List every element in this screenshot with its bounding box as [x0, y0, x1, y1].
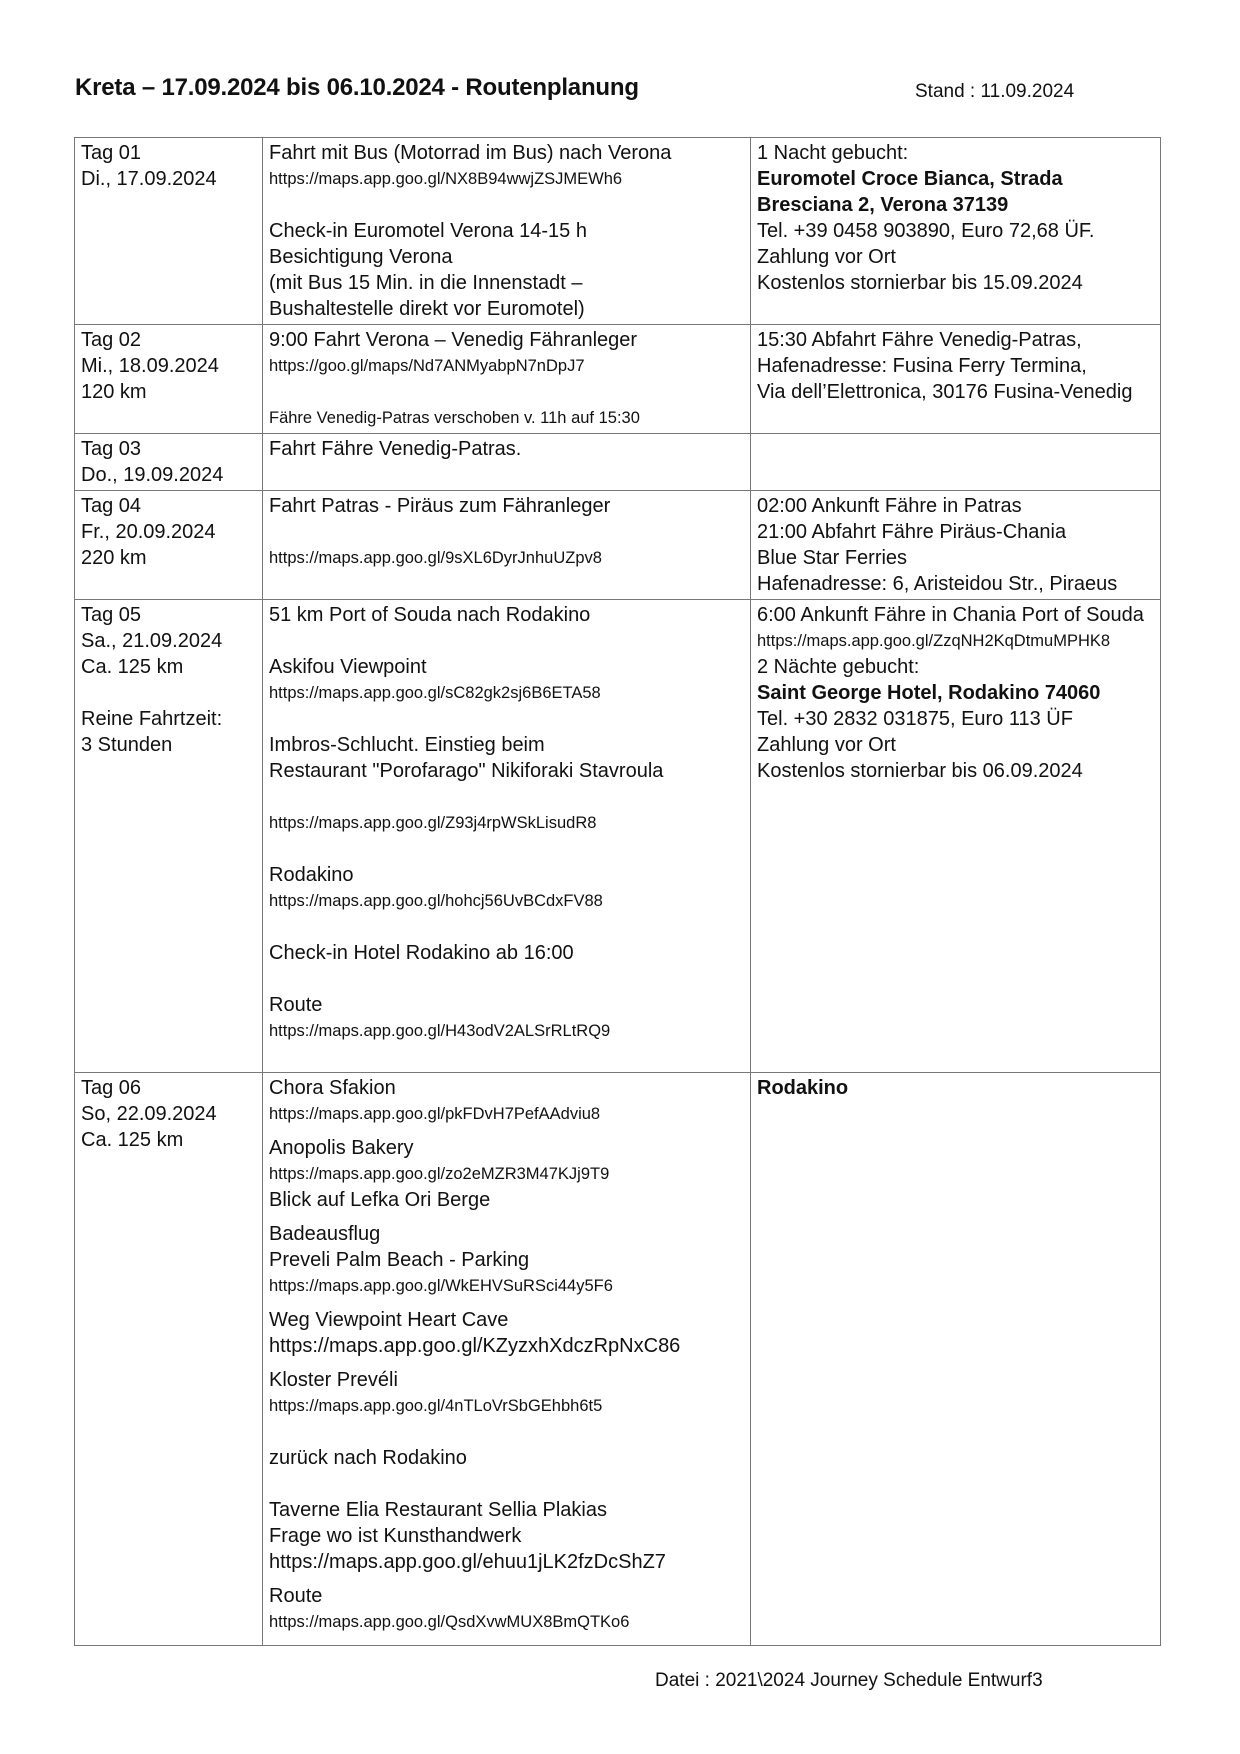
plan-line: Weg Viewpoint Heart Cave — [269, 1309, 509, 1331]
day-info-line: Mi., 18.09.2024 — [81, 355, 219, 377]
plan-line: (mit Bus 15 Min. in die Innenstadt – — [269, 272, 583, 294]
spacer — [269, 379, 744, 405]
info-line: Euromotel Croce Bianca, Strada — [757, 168, 1063, 190]
spacer — [269, 836, 744, 862]
plan-line: Check-in Hotel Rodakino ab 16:00 — [269, 942, 574, 964]
plan-line: Bushaltestelle direkt vor Euromotel) — [269, 298, 585, 320]
map-link[interactable]: https://maps.app.goo.gl/ehuu1jLK2fzDcShZ7 — [269, 1551, 666, 1573]
plan-line: Fähre Venedig-Patras verschoben v. 11h auf 15:30 — [269, 409, 640, 427]
spacer — [269, 519, 744, 545]
spacer — [269, 1213, 744, 1221]
map-link[interactable]: https://maps.app.goo.gl/sC82gk2sj6B6ETA58 — [269, 684, 601, 702]
spacer — [269, 628, 744, 654]
info-line: Blue Star Ferries — [757, 547, 908, 569]
day-info-line: So, 22.09.2024 — [81, 1103, 217, 1125]
map-link[interactable]: https://maps.app.goo.gl/zo2eMZR3M47KJj9T9 — [269, 1165, 610, 1183]
day-info-line: Tag 05 — [81, 604, 142, 626]
map-link[interactable]: https://maps.app.goo.gl/4nTLoVrSbGEhbh6t5 — [269, 1397, 603, 1415]
plan-line: Imbros-Schlucht. Einstieg beim — [269, 734, 545, 756]
map-link[interactable]: https://maps.app.goo.gl/Z93j4rpWSkLisudR8 — [269, 814, 597, 832]
day-info-line: 3 Stunden — [81, 734, 173, 756]
day-info-line: Do., 19.09.2024 — [81, 464, 224, 486]
info-line: Bresciana 2, Verona 37139 — [757, 194, 1009, 216]
day-cell — [75, 434, 263, 491]
day-info-line: Fr., 20.09.2024 — [81, 521, 216, 543]
plan-cell — [263, 325, 751, 434]
day-info-line: 220 km — [81, 547, 147, 569]
plan-line: Blick auf Lefka Ori Berge — [269, 1189, 491, 1211]
spacer — [269, 1359, 744, 1367]
schedule-row-tag-05 — [75, 600, 1161, 1073]
spacer — [269, 1471, 744, 1497]
info-line: 6:00 Ankunft Fähre in Chania Port of Souda — [757, 604, 1144, 626]
plan-line: Chora Sfakion — [269, 1077, 396, 1099]
plan-line: 9:00 Fahrt Verona – Venedig Fähranleger — [269, 329, 638, 351]
info-line: 2 Nächte gebucht: — [757, 656, 920, 678]
plan-cell — [263, 491, 751, 600]
spacer — [269, 1575, 744, 1583]
info-line: Rodakino — [757, 1077, 849, 1099]
day-info-line — [81, 680, 256, 706]
plan-line: Taverne Elia Restaurant Sellia Plakias — [269, 1499, 607, 1521]
map-link[interactable]: https://maps.app.goo.gl/pkFDvH7PefAAdviu8 — [269, 1105, 601, 1123]
info-line: 02:00 Ankunft Fähre in Patras — [757, 495, 1022, 517]
info-line: Via dell’Elettronica, 30176 Fusina-Venedig — [757, 381, 1133, 403]
spacer — [269, 1044, 744, 1070]
map-link[interactable]: https://maps.app.goo.gl/ZzqNH2KqDtmuMPHK8 — [757, 632, 1111, 650]
plan-line: Kloster Prevéli — [269, 1369, 398, 1391]
revision-date: Stand : 11.09.2024 — [915, 81, 1075, 102]
schedule-row-tag-01 — [75, 138, 1161, 325]
booking-info-cell — [751, 434, 1161, 491]
plan-line: Askifou Viewpoint — [269, 656, 427, 678]
map-link[interactable]: https://maps.app.goo.gl/9sXL6DyrJnhuUZpv8 — [269, 549, 602, 567]
schedule-row-tag-04 — [75, 491, 1161, 600]
schedule-row-tag-02 — [75, 325, 1161, 434]
day-info-line: Tag 02 — [81, 329, 142, 351]
day-info-line: Di., 17.09.2024 — [81, 168, 217, 190]
day-info-line: Tag 03 — [81, 438, 142, 460]
spacer — [269, 966, 744, 992]
booking-info-cell — [751, 491, 1161, 600]
day-info-line: 120 km — [81, 381, 147, 403]
plan-line: Fahrt mit Bus (Motorrad im Bus) nach Verona — [269, 142, 672, 164]
info-line: Zahlung vor Ort — [757, 246, 896, 268]
spacer — [269, 1635, 744, 1643]
info-line: Kostenlos stornierbar bis 06.09.2024 — [757, 760, 1083, 782]
info-line: Kostenlos stornierbar bis 15.09.2024 — [757, 272, 1083, 294]
day-info-line: Tag 01 — [81, 142, 142, 164]
day-cell — [75, 1073, 263, 1646]
plan-line: Frage wo ist Kunsthandwerk — [269, 1525, 522, 1547]
schedule-row-tag-06 — [75, 1073, 1161, 1646]
day-cell — [75, 491, 263, 600]
document-title: Kreta – 17.09.2024 bis 06.10.2024 - Routenplanung — [75, 74, 639, 101]
booking-info-cell — [751, 325, 1161, 434]
plan-line: Restaurant "Porofarago" Nikiforaki Stavroula — [269, 760, 664, 782]
map-link[interactable]: https://maps.app.goo.gl/H43odV2ALSrRLtRQ9 — [269, 1022, 611, 1040]
info-line: 21:00 Abfahrt Fähre Piräus-Chania — [757, 521, 1067, 543]
map-link[interactable]: https://goo.gl/maps/Nd7ANMyabpN7nDpJ7 — [269, 357, 585, 375]
info-line: 15:30 Abfahrt Fähre Venedig-Patras, — [757, 329, 1082, 351]
plan-line: zurück nach Rodakino — [269, 1447, 467, 1469]
day-info-line: Sa., 21.09.2024 — [81, 630, 223, 652]
day-cell — [75, 600, 263, 1073]
plan-line: Badeausflug — [269, 1223, 381, 1245]
schedule-row-tag-03 — [75, 434, 1161, 491]
plan-line: Preveli Palm Beach - Parking — [269, 1249, 530, 1271]
spacer — [269, 1299, 744, 1307]
plan-line: Route — [269, 994, 323, 1016]
spacer — [269, 192, 744, 218]
day-info-line: Tag 04 — [81, 495, 142, 517]
plan-line: Besichtigung Verona — [269, 246, 453, 268]
info-line: 1 Nacht gebucht: — [757, 142, 909, 164]
day-cell — [75, 325, 263, 434]
info-line: Hafenadresse: 6, Aristeidou Str., Piraeus — [757, 573, 1118, 595]
map-link[interactable]: https://maps.app.goo.gl/QsdXvwMUX8BmQTKo6 — [269, 1613, 630, 1631]
plan-line: Rodakino — [269, 864, 354, 886]
map-link[interactable]: https://maps.app.goo.gl/KZyzxhXdczRpNxC86 — [269, 1335, 681, 1357]
route-schedule-table — [74, 137, 1161, 1646]
plan-cell — [263, 138, 751, 325]
info-line: Saint George Hotel, Rodakino 74060 — [757, 682, 1101, 704]
plan-line: 51 km Port of Souda nach Rodakino — [269, 604, 591, 626]
spacer — [269, 1127, 744, 1135]
plan-line: Anopolis Bakery — [269, 1137, 414, 1159]
spacer — [269, 784, 744, 810]
spacer — [269, 706, 744, 732]
spacer — [269, 1419, 744, 1445]
plan-line: Route — [269, 1585, 323, 1607]
booking-info-cell — [751, 1073, 1161, 1646]
file-path-footer: Datei : 2021\2024 Journey Schedule Entwurf3 — [655, 1670, 1043, 1691]
plan-cell — [263, 600, 751, 1073]
plan-cell — [263, 1073, 751, 1646]
plan-line: Fahrt Patras - Piräus zum Fähranleger — [269, 495, 611, 517]
schedule-body — [75, 138, 1161, 1646]
spacer — [269, 914, 744, 940]
day-cell — [75, 138, 263, 325]
plan-line: Fahrt Fähre Venedig-Patras. — [269, 438, 522, 460]
map-link[interactable]: https://maps.app.goo.gl/hohcj56UvBCdxFV88 — [269, 892, 603, 910]
plan-cell — [263, 434, 751, 491]
day-info-line: Tag 06 — [81, 1077, 142, 1099]
info-line: Tel. +30 2832 031875, Euro 113 ÜF — [757, 708, 1073, 730]
info-line: Tel. +39 0458 903890, Euro 72,68 ÜF. — [757, 220, 1095, 242]
day-info-line: Ca. 125 km — [81, 656, 184, 678]
booking-info-cell — [751, 600, 1161, 1073]
map-link[interactable]: https://maps.app.goo.gl/NX8B94wwjZSJMEWh6 — [269, 170, 623, 188]
info-line: Hafenadresse: Fusina Ferry Termina, — [757, 355, 1087, 377]
plan-line: Check-in Euromotel Verona 14-15 h — [269, 220, 587, 242]
map-link[interactable]: https://maps.app.goo.gl/WkEHVSuRSci44y5F6 — [269, 1277, 613, 1295]
booking-info-cell — [751, 138, 1161, 325]
info-line: Zahlung vor Ort — [757, 734, 896, 756]
day-info-line: Reine Fahrtzeit: — [81, 708, 223, 730]
day-info-line: Ca. 125 km — [81, 1129, 184, 1151]
